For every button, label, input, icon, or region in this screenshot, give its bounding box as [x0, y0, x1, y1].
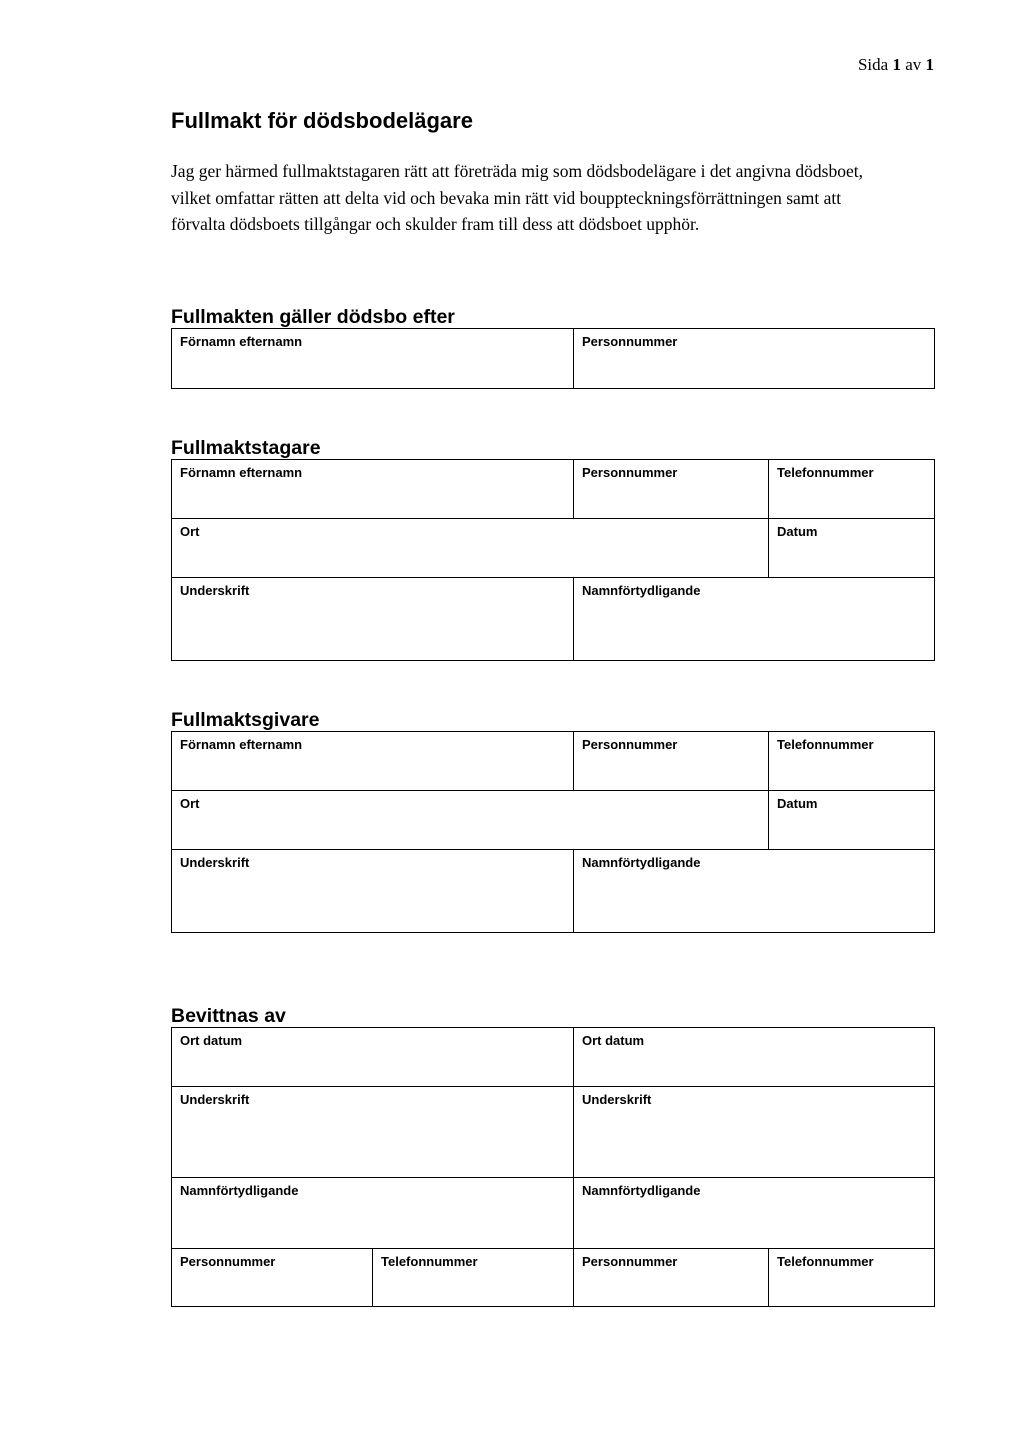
decedent-name-label: Förnamn efternamn: [180, 334, 303, 349]
principal-clarification-field[interactable]: [574, 850, 935, 933]
decedent-pnr-field[interactable]: [574, 329, 935, 389]
principal-pnr-field[interactable]: [574, 732, 769, 791]
witness2-place-date-field[interactable]: [574, 1028, 935, 1087]
agent-pnr-label: Personnummer: [582, 465, 678, 480]
witness2-clarification-label: Namnförtydligande: [582, 1183, 701, 1198]
witness1-place-date-label: Ort datum: [180, 1033, 243, 1048]
agent-place-field[interactable]: [172, 519, 769, 578]
principal-table: [171, 731, 935, 933]
page-number: [858, 55, 934, 75]
witness1-phone-field[interactable]: [373, 1249, 574, 1307]
witness2-place-date-label: Ort datum: [582, 1033, 645, 1048]
page-number-total: 1: [925, 55, 934, 74]
decedent-table: [171, 328, 935, 389]
principal-signature-field[interactable]: [172, 850, 574, 933]
witness2-phone-field[interactable]: [769, 1249, 935, 1307]
agent-heading: Fullmaktstagare: [171, 437, 321, 459]
principal-place-field[interactable]: [172, 791, 769, 850]
witness2-signature-field[interactable]: [574, 1087, 935, 1178]
witness1-clarification-label: Namnförtydligande: [180, 1183, 299, 1198]
witness2-signature-label: Underskrift: [582, 1092, 652, 1107]
principal-place-label: Ort: [180, 796, 200, 811]
agent-table: [171, 459, 935, 661]
decedent-heading: Fullmakten gäller dödsbo efter: [171, 306, 455, 328]
principal-date-field[interactable]: [769, 791, 935, 850]
witness1-place-date-field[interactable]: [172, 1028, 574, 1087]
principal-clarification-label: Namnförtydligande: [582, 855, 701, 870]
agent-pnr-field[interactable]: [574, 460, 769, 519]
principal-phone-label: Telefonnummer: [777, 737, 874, 752]
witness2-pnr-field[interactable]: [574, 1249, 769, 1307]
witness1-phone-label: Telefonnummer: [381, 1254, 478, 1269]
page-number-prefix: Sida: [857, 55, 889, 74]
witness1-signature-label: Underskrift: [180, 1092, 250, 1107]
agent-date-field[interactable]: [769, 519, 935, 578]
witness1-clarification-field[interactable]: [172, 1178, 574, 1249]
decedent-pnr-label: Personnummer: [582, 334, 678, 349]
witnesses-table: [171, 1027, 935, 1307]
witness2-clarification-field[interactable]: [574, 1178, 935, 1249]
witness1-pnr-label: Personnummer: [180, 1254, 276, 1269]
principal-phone-field[interactable]: [769, 732, 935, 791]
principal-name-label: Förnamn efternamn: [180, 737, 303, 752]
page-number-separator: av: [905, 55, 922, 74]
principal-signature-label: Underskrift: [180, 855, 250, 870]
witness2-pnr-label: Personnummer: [582, 1254, 678, 1269]
witnesses-heading: Bevittnas av: [171, 1005, 286, 1027]
witness1-pnr-field[interactable]: [172, 1249, 373, 1307]
principal-date-label: Datum: [777, 796, 818, 811]
agent-name-field[interactable]: [172, 460, 574, 519]
agent-date-label: Datum: [777, 524, 818, 539]
agent-phone-field[interactable]: [769, 460, 935, 519]
decedent-name-field[interactable]: [172, 329, 574, 389]
principal-pnr-label: Personnummer: [582, 737, 678, 752]
agent-signature-field[interactable]: [172, 578, 574, 661]
principal-name-field[interactable]: [172, 732, 574, 791]
agent-clarification-field[interactable]: [574, 578, 935, 661]
principal-heading: Fullmaktsgivare: [171, 709, 320, 731]
document-title: Fullmakt för dödsbodelägare: [171, 108, 473, 133]
agent-signature-label: Underskrift: [180, 583, 250, 598]
agent-place-label: Ort: [180, 524, 200, 539]
agent-clarification-label: Namnförtydligande: [582, 583, 701, 598]
page-number-current: 1: [892, 55, 901, 74]
agent-phone-label: Telefonnummer: [777, 465, 874, 480]
witness2-phone-label: Telefonnummer: [777, 1254, 874, 1269]
witness1-signature-field[interactable]: [172, 1087, 574, 1178]
intro-paragraph: Jag ger härmed fullmaktstagaren rätt att företräda mig som dödsbodelägare i det angivna dödsboet, vilket omfattar rätten att delta vid och bevaka min rätt vid bouppteckningsförrättningen samt att förvalta dödsboets tillgångar och skulder fram till dess att dödsboet upphör.: [171, 161, 863, 234]
agent-name-label: Förnamn efternamn: [180, 465, 303, 480]
